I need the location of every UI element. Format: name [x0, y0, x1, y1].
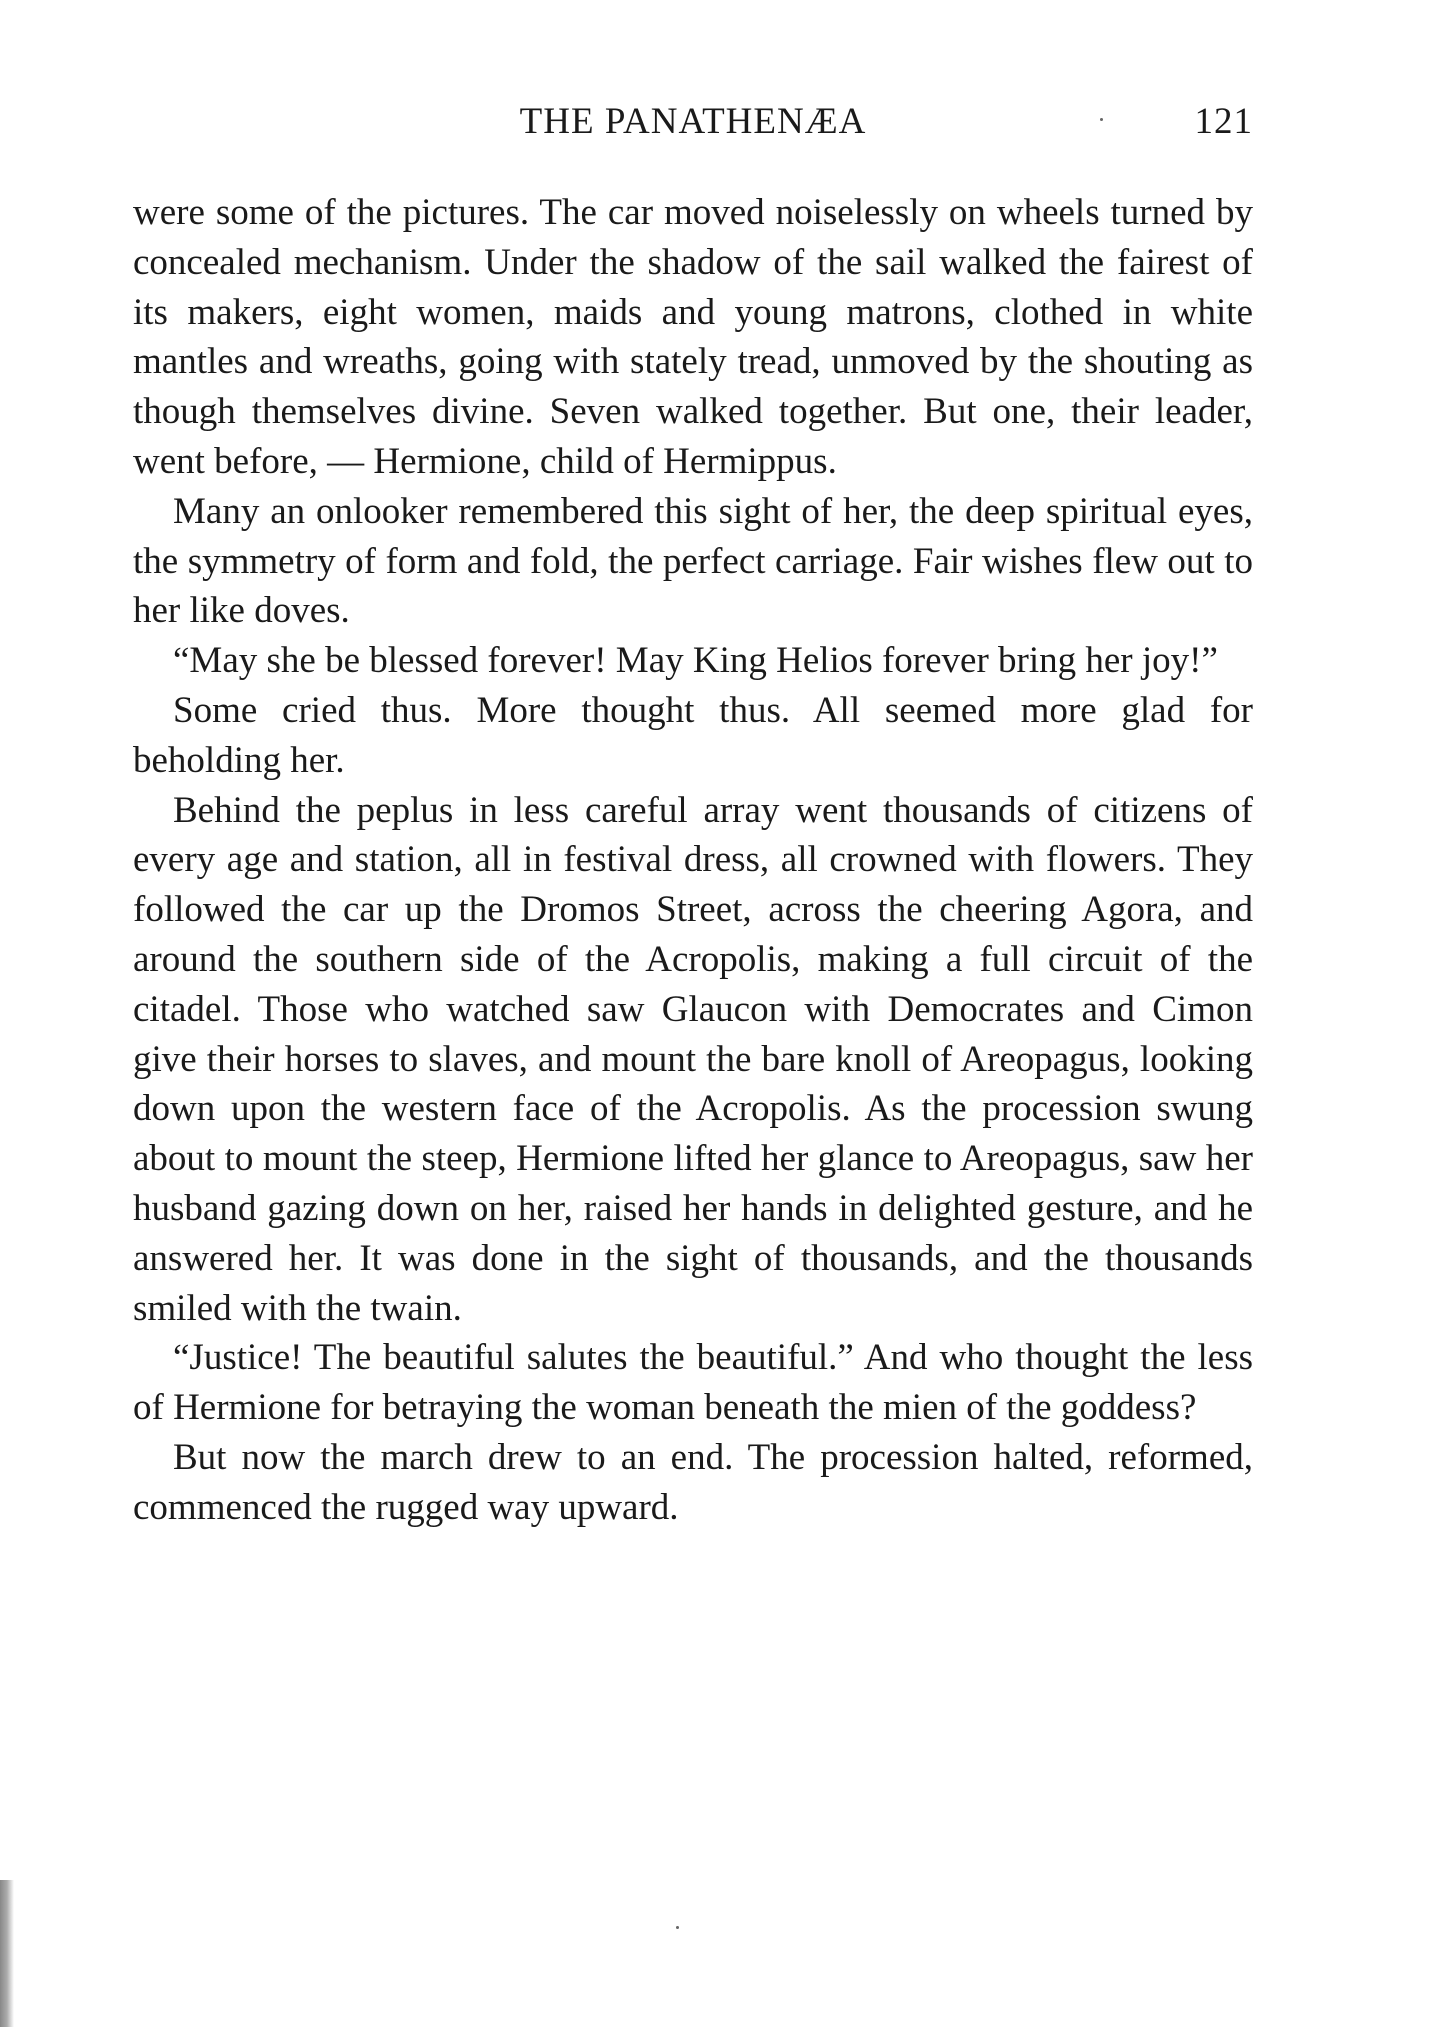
- scan-speck: [1100, 118, 1103, 121]
- body-text: [133, 188, 1253, 1533]
- paragraph-7: But now the march drew to an end. The procession halted, reformed, commenced the rugged way upward.: [133, 1436, 1253, 1528]
- paragraph-3: “May she be blessed forever! May King Helios forever bring her joy!”: [173, 640, 1218, 682]
- paragraph-6: “Justice! The beautiful salutes the beautiful.” And who thought the less of Hermione for betraying the woman beneath the mien of the goddess?: [133, 1337, 1253, 1429]
- chapter-title: THE PANATHENÆA: [519, 101, 867, 142]
- paragraph-5: Behind the peplus in less careful array went thousands of citizens of every age and station, all in festival dress, all crowned with flowers. They followed the car up the Dromos Street, across the cheering Agora, and around the southern side of the Acropolis, making a full circuit of the citadel. Those who watched saw Glaucon with Democrates and Cimon give their horses to slaves, and mount the bare knoll of Areopagus, looking down upon the western face of the Acropolis. As the procession swung about to mount the steep, Hermione lifted her glance to Areopagus, saw her husband gazing down on her, raised her hands in delighted gesture, and he answered her. It was done in the sight of thousands, and the thousands smiled with the twain.: [133, 789, 1253, 1329]
- paragraph-1: were some of the pictures. The car moved noiselessly on wheels turned by concealed mechanism. Under the shadow of the sail walked the fairest of its makers, eight women, maids and young matrons, clothed in white mantles and wreaths, going with stately tread, unmoved by the shouting as though themselves divine. Seven walked together. But one, their leader, went before, — Hermione, child of Hermippus.: [133, 192, 1253, 482]
- running-head: [133, 100, 1253, 148]
- scan-speck: [676, 1926, 679, 1929]
- page-number: 121: [1194, 101, 1253, 142]
- paragraph-2: Many an onlooker remembered this sight of her, the deep spiritual eyes, the symmetry of form and fold, the perfect carriage. Fair wishes flew out to her like doves.: [133, 490, 1253, 632]
- paragraph-4: Some cried thus. More thought thus. All seemed more glad for beholding her.: [133, 689, 1253, 781]
- scan-edge-shadow: [0, 1880, 14, 2027]
